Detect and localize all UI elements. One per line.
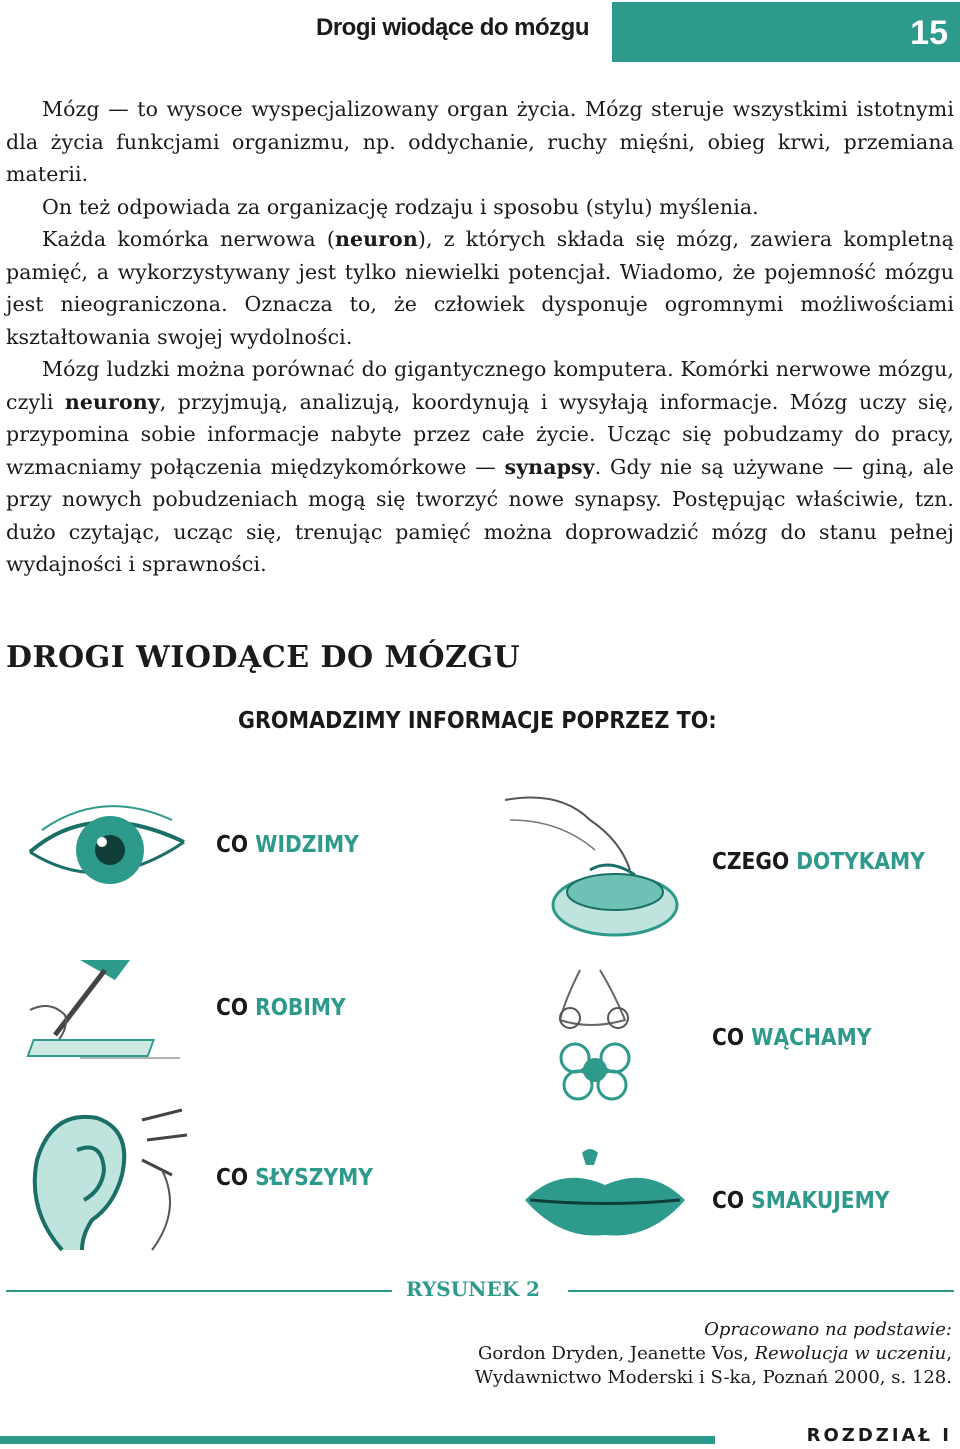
source-authors-names: Gordon Dryden, Jeanette Vos, [478,1343,755,1364]
sense-prefix: CO [712,1025,745,1051]
paragraph-4-part-c: , przyjmują, analizują, koordynują i wysyłają informacje. Mózg uczy się, przypomina sobie informacje nabyte przez całe życie. Ucząc się pobudzamy do pracy, wzmacniamy połączenia międzykomórkowe — [6,389,954,479]
chapter-label: ROZDZIAŁ I [806,1425,952,1446]
paragraph-2: On też odpowiada za organizację rodzaju i sposobu (stylu) myślenia. [42,194,759,219]
caption-rule-left [6,1290,392,1292]
term-neuron: neuron [335,227,418,251]
paragraph-4 [6,353,954,581]
sense-label-touch [712,849,925,875]
sense-accent: DOTYKAMY [796,849,925,875]
sense-label-taste [712,1188,889,1214]
caption-rule-right [568,1290,954,1292]
section-heading: DROGI WIODĄCE DO MÓZGU [6,640,521,675]
term-synapsy: synapsy [504,454,595,479]
term-neurony: neurony [64,389,160,414]
paragraph-3-part-a: Każda komórka nerwowa ( [42,227,335,251]
paragraph-3 [6,223,954,353]
sense-prefix: CO [216,832,249,858]
sense-accent: WIDZIMY [255,832,359,858]
source-comma: , [946,1343,952,1364]
source-intro: Opracowano na podstawie: [704,1319,952,1340]
source-book-title: Rewolucja w uczeniu [754,1343,947,1364]
sense-prefix: CZEGO [712,849,790,875]
footer-bar [0,1436,715,1444]
source-authors [475,1342,952,1366]
sense-prefix: CO [216,1165,249,1191]
page-number: 15 [910,14,948,52]
hand-touch-icon [500,780,690,950]
figure-caption: RYSUNEK 2 [406,1277,540,1301]
sense-accent: SŁYSZYMY [255,1165,373,1191]
sense-label-sight [216,832,359,858]
sense-prefix: CO [712,1188,745,1214]
sense-accent: SMAKUJEMY [751,1188,890,1214]
body-text [6,93,954,581]
sense-label-smell [712,1025,871,1051]
hand-tool-icon [20,940,200,1080]
eye-icon [22,790,192,910]
sense-label-action [216,995,346,1021]
sense-label-hearing [216,1165,373,1191]
paragraph-4-part-e: . Gdy nie są używane — giną, ale przy nowych pobudzeniach mogą się tworzyć nowe synapsy. Postępując właściwie, tzn. dużo czytając, ucząc się, trenując pamięć można doprowadzić mózg do stanu pełnej wydajności i sprawności. [6,454,954,576]
paragraph-3-part-c: ), z których składa się mózg, zawiera kompletną pamięć, a wykorzystywany jest tylko niewielki potencjał. Wiadomo, że pojemność mózgu jest nieograniczona. Oznacza to, że człowiek dysponuje ogromnymi możliwościami kształtowania swojej wydolności. [6,227,954,349]
mouth-icon [520,1145,690,1245]
sense-accent: WĄCHAMY [751,1025,872,1051]
source-publisher: Wydawnictwo Moderski i S-ka, Poznań 2000, s. 128. [474,1367,952,1388]
paragraph-1: Mózg — to wysoce wyspecjalizowany organ życia. Mózg steruje wszystkimi istotnymi dla życia funkcjami organizmu, np. oddychanie, ruchy mięśni, obieg krwi, przemiana materii. [6,97,954,186]
ear-icon [22,1100,192,1260]
sense-prefix: CO [216,995,249,1021]
source-citation [475,1318,952,1390]
running-header-title: Drogi wiodące do mózgu [316,14,590,41]
paragraph-4-part-a: Mózg ludzki można porównać do gigantycznego komputera. Komórki nerwowe mózgu, czyli [6,357,954,414]
page-number-box [612,2,960,62]
nose-flower-icon [530,960,660,1110]
sense-accent: ROBIMY [255,995,346,1021]
gather-heading: GROMADZIMY INFORMACJE POPRZEZ TO: [238,708,717,734]
